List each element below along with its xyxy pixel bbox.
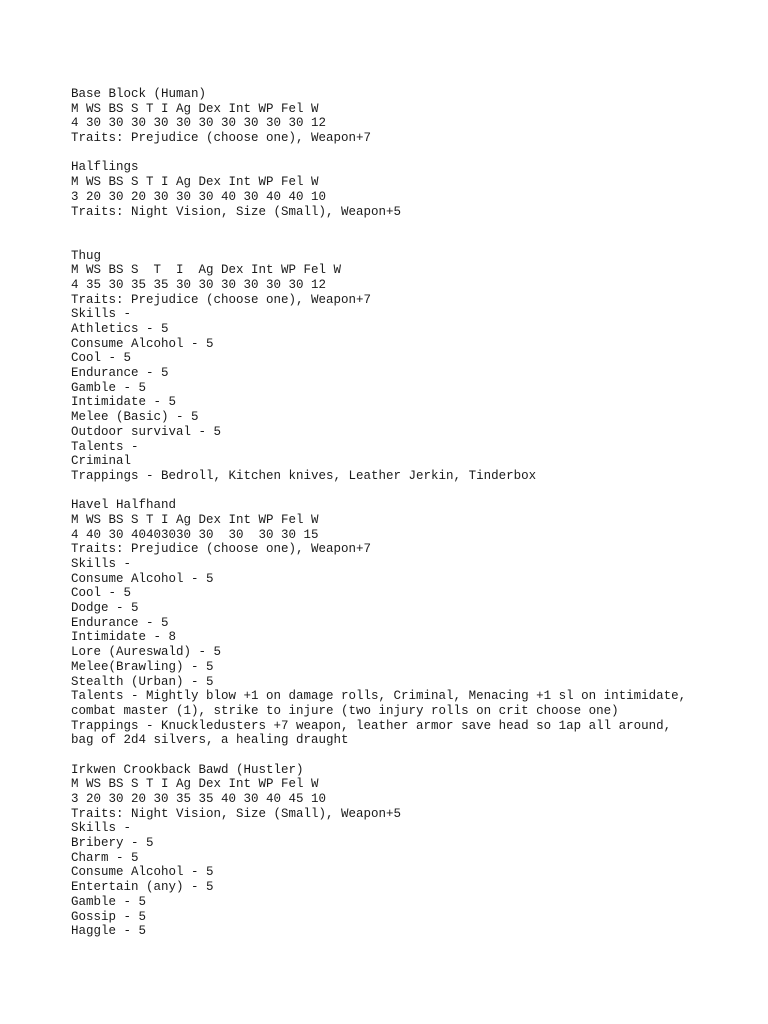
text-line: M WS BS S T I Ag Dex Int WP Fel W: [71, 175, 319, 190]
text-line: Base Block (Human): [71, 87, 207, 101]
text-line: Cool - 5: [71, 351, 132, 366]
text-line: Athletics - 5: [71, 322, 169, 336]
text-line: 4 40 30 40403030 30 30 30 30 15: [71, 527, 319, 542]
text-line: Endurance - 5: [71, 615, 169, 630]
text-line: 3 20 30 20 30 35 35 40 30 40 45 10: [71, 792, 327, 806]
text-line: Talents - Mightly blow +1 on damage rolls, Criminal, Menacing +1 sl on intimidate,: [71, 689, 687, 704]
text-line: 3 20 30 20 30 30 30 40 30 40 40 10: [71, 189, 327, 204]
text-line: Talents -: [71, 439, 139, 454]
text-line: Gamble - 5: [71, 894, 147, 909]
text-line: Gossip - 5: [71, 909, 147, 924]
text-line: combat master (1), strike to injure (two injury rolls on crit choose one): [71, 703, 619, 718]
text-line: Traits: Prejudice (choose one), Weapon+7: [71, 131, 372, 146]
text-line: Traits: Prejudice (choose one), Weapon+7: [71, 292, 372, 307]
text-line: Gamble - 5: [71, 380, 147, 395]
text-line: Traits: Prejudice (choose one), Weapon+7: [71, 542, 372, 557]
text-line: 4 30 30 30 30 30 30 30 30 30 30 12: [71, 116, 327, 131]
text-line: Intimidate - 8: [71, 630, 177, 645]
text-line: M WS BS S T I Ag Dex Int WP Fel W: [71, 777, 319, 792]
text-line: Endurance - 5: [71, 366, 169, 381]
text-line: bag of 2d4 silvers, a healing draught: [71, 733, 349, 748]
text-line: [71, 146, 761, 161]
text-line: Bribery - 5: [71, 836, 154, 851]
text-line: Intimidate - 5: [71, 395, 177, 410]
text-line: Traits: Night Vision, Size (Small), Weapon+5: [71, 806, 402, 821]
text-line: Trappings - Bedroll, Kitchen knives, Leather Jerkin, Tinderbox: [71, 468, 537, 483]
text-line: Dodge - 5: [71, 601, 139, 616]
text-line: Consume Alcohol - 5: [71, 336, 214, 351]
text-line: Irkwen Crookback Bawd (Hustler): [71, 762, 304, 777]
text-line: M WS BS S T I Ag Dex Int WP Fel W: [71, 263, 342, 278]
text-line: Traits: Night Vision, Size (Small), Weapon+5: [71, 204, 402, 219]
text-line: Trappings - Knuckledusters +7 weapon, leather armor save head so 1ap all around,: [71, 718, 672, 733]
text-line: Consume Alcohol - 5: [71, 865, 214, 880]
text-line: Cool - 5: [71, 586, 132, 601]
text-line: M WS BS S T I Ag Dex Int WP Fel W: [71, 512, 319, 527]
text-line: Outdoor survival - 5: [71, 424, 222, 439]
text-line: Consume Alcohol - 5: [71, 571, 214, 586]
text-line: [71, 484, 761, 499]
text-line: 4 35 30 35 35 30 30 30 30 30 30 12: [71, 277, 327, 292]
text-line: [71, 219, 761, 234]
text-line: Skills -: [71, 307, 132, 322]
text-line: Lore (Aureswald) - 5: [71, 645, 222, 660]
text-line: Charm - 5: [71, 850, 139, 865]
text-line: Skills -: [71, 557, 132, 571]
text-line: [71, 234, 761, 249]
text-line: Halflings: [71, 160, 139, 175]
text-line: Criminal: [71, 454, 132, 469]
text-line: Stealth (Urban) - 5: [71, 674, 214, 689]
document-body: [71, 87, 761, 939]
text-line: Melee(Brawling) - 5: [71, 659, 214, 674]
text-line: Thug: [71, 248, 102, 263]
text-line: [71, 748, 761, 763]
text-line: Havel Halfhand: [71, 498, 177, 513]
text-line: Melee (Basic) - 5: [71, 410, 199, 425]
text-line: Haggle - 5: [71, 924, 147, 939]
text-line: Skills -: [71, 821, 132, 836]
text-line: M WS BS S T I Ag Dex Int WP Fel W: [71, 101, 319, 116]
text-line: Entertain (any) - 5: [71, 880, 214, 895]
